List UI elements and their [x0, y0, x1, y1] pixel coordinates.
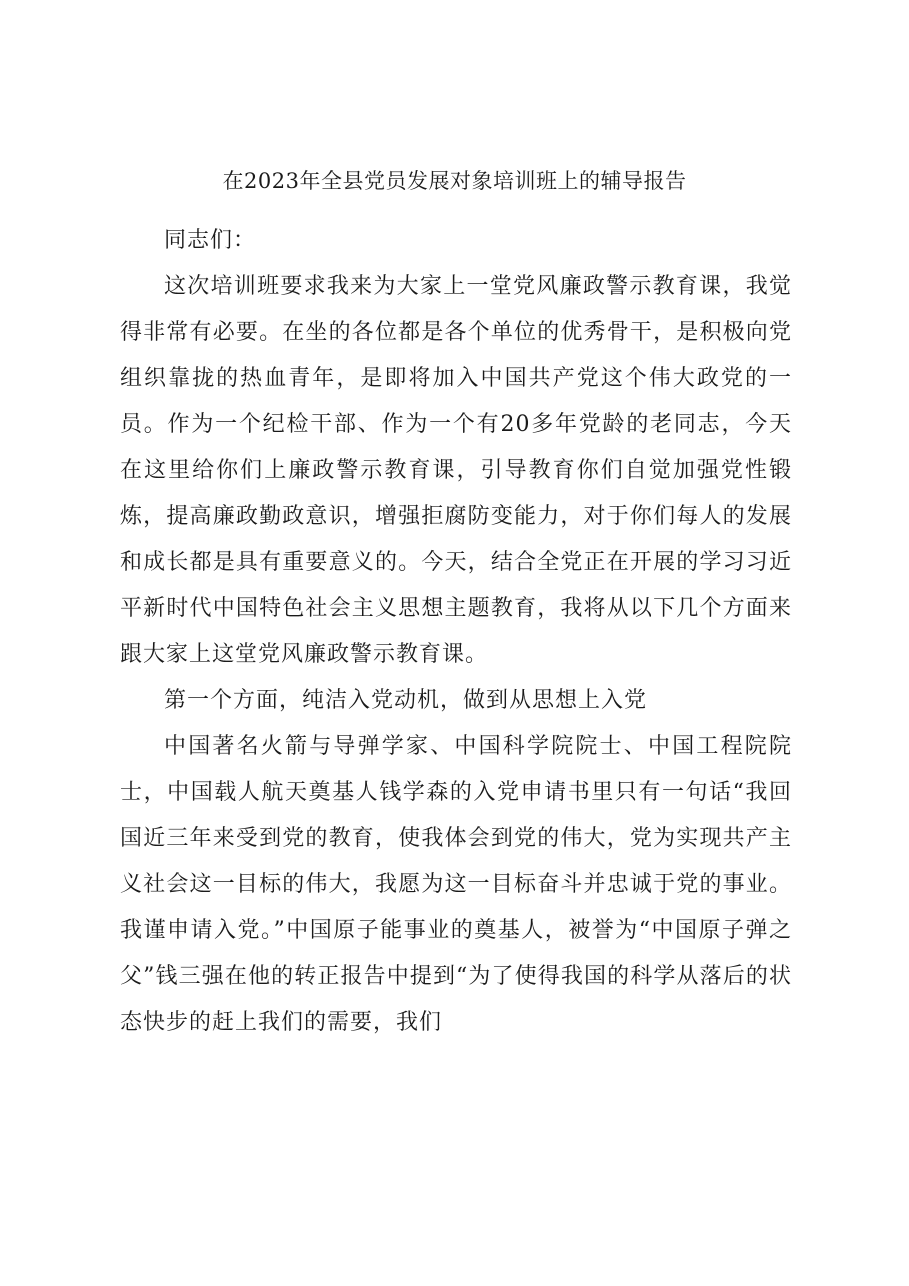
salutation-paragraph: 同志们：	[164, 228, 257, 253]
document-title: 在2023年全县党员发展对象培训班上的辅导报告	[222, 169, 687, 193]
intro-paragraph: 这次培训班要求我来为大家上一堂党风廉政警示教育课，我觉得非常有必要。在坐的各位都是各个单位的优秀骨干，是积极向党组织靠拢的热血青年，是即将加入中国共产党这个伟大政党的一员。作为一个纪检干部、作为一个有20多年党龄的老同志，今天在这里给你们上廉政警示教育课，引导教育你们自觉加强党性锻炼，提高廉政勤政意识，增强拒腐防变能力，对于你们每人的发展和成长都是具有重要意义的。今天，结合全党正在开展的学习习近平新时代中国特色社会主义思想主题教育，我将从以下几个方面来跟大家上这堂党风廉政警示教育课。	[120, 274, 792, 667]
section-heading: 第一个方面，纯洁入党动机，做到从思想上入党	[164, 688, 648, 713]
body-paragraph: 中国著名火箭与导弹学家、中国科学院院士、中国工程院院士，中国载人航天奠基人钱学森的入党申请书里只有一句话“我回国近三年来受到党的教育，使我体会到党的伟大，党为实现共产主义社会这一目标的伟大，我愿为这一目标奋斗并忠诚于党的事业。我谨申请入党。”中国原子能事业的奠基人，被誉为“中国原子弹之父”钱三强在他的转正报告中提到“为了使得我国的科学从落后的状态快步的赶上我们的需要，我们	[120, 734, 792, 1035]
document-body	[120, 218, 792, 1046]
